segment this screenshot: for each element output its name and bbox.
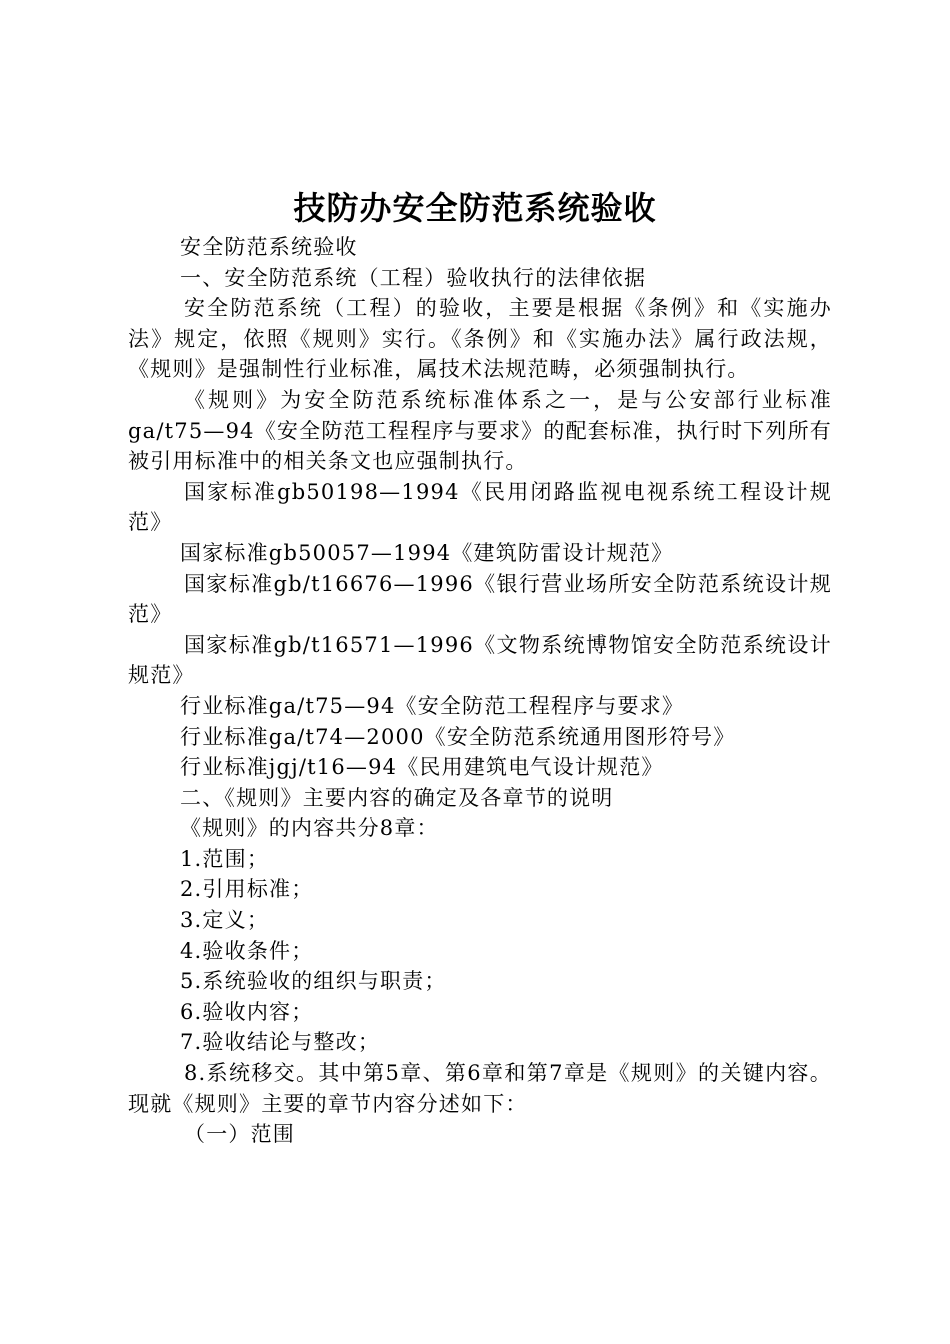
section-heading-1: 一、安全防范系统（工程）验收执行的法律依据 — [180, 265, 647, 290]
list-item-chapter: 8.系统移交。其中第5章、第6章和第7章是《规则》的关键内容。现就《规则》主要的章节内容分述如下： — [128, 1061, 832, 1116]
list-item-standard: 行业标准ga/t74—2000《安全防范系统通用图形符号》 — [180, 724, 736, 749]
list-item-standard: 行业标准ga/t75—94《安全防范工程程序与要求》 — [180, 693, 685, 718]
paragraph-standard-system: 《规则》为安全防范系统标准体系之一，是与公安部行业标准ga/t75—94《安全防范工程程序与要求》的配套标准，执行时下列所有被引用标准中的相关条文也应强制执行。 — [128, 387, 832, 474]
subsection-heading: （一）范围 — [184, 1122, 295, 1147]
section-heading-2: 二、《规则》主要内容的确定及各章节的说明 — [180, 785, 614, 810]
list-item-chapter: 2.引用标准； — [180, 877, 314, 902]
list-item-chapter: 6.验收内容； — [180, 999, 314, 1024]
list-item-chapter: 1.范围； — [180, 846, 270, 871]
document-title: 技防办安全防范系统验收 — [293, 189, 657, 227]
list-item-standard: 国家标准gb50198—1994《民用闭路监视电视系统工程设计规范》 — [128, 479, 832, 535]
paragraph-subtitle: 安全防范系统验收 — [180, 235, 358, 259]
list-item-standard: 国家标准gb/t16676—1996《银行营业场所安全防范系统设计规范》 — [128, 571, 832, 627]
list-item-standard: 国家标准gb50057—1994《建筑防雷设计规范》 — [180, 540, 674, 565]
paragraph-legal-basis: 安全防范系统（工程）的验收，主要是根据《条例》和《实施办法》规定，依照《规则》实行。《条例》和《实施办法》属行政法规，《规则》是强制性行业标准，属技术法规范畴，必须强制执行。 — [128, 296, 832, 382]
list-item-chapter: 7.验收结论与整改； — [180, 1030, 381, 1055]
list-item-chapter: 3.定义； — [180, 908, 270, 933]
paragraph-chapter-intro: 《规则》的内容共分8章： — [180, 816, 439, 841]
list-item-chapter: 4.验收条件； — [180, 938, 314, 963]
list-item-standard: 国家标准gb/t16571—1996《文物系统博物馆安全防范系统设计规范》 — [128, 632, 832, 688]
list-item-chapter: 5.系统验收的组织与职责； — [180, 969, 447, 994]
document-body — [128, 232, 832, 1150]
list-item-standard: 行业标准jgj/t16—94《民用建筑电气设计规范》 — [180, 755, 664, 780]
